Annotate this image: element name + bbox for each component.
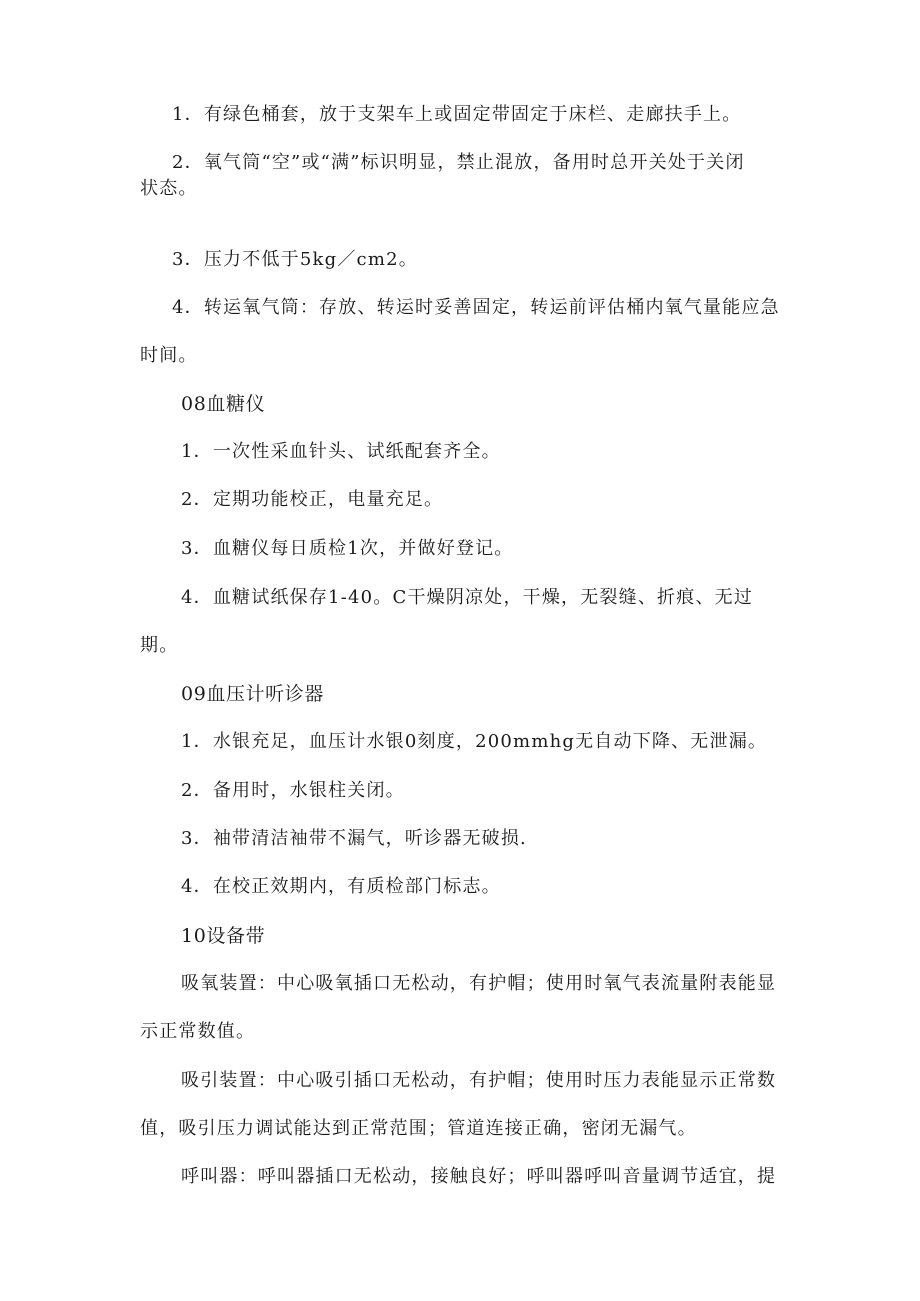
equipment-belt-call-device: 呼叫器：呼叫器插口无松动，接触良好；呼叫器呼叫音量调节适宜，提 — [181, 1166, 777, 1187]
equipment-belt-suction-device: 吸引装置：中心吸引插口无松动，有护帽；使用时压力表能显示正常数 — [181, 1070, 777, 1091]
section-heading-glucometer: 08血糖仪 — [181, 393, 266, 415]
glucometer-item-2: 2．定期功能校正，电量充足。 — [181, 489, 444, 510]
glucometer-item-3: 3．血糖仪每日质检1次，并做好登记。 — [181, 538, 514, 559]
equipment-belt-suction-device-continued: 值，吸引压力调试能达到正常范围；管道连接正确，密闭无漏气。 — [140, 1118, 697, 1139]
sphygmomanometer-item-2: 2．备用时，水银柱关闭。 — [181, 780, 405, 801]
oxygen-item-4-continued: 时间。 — [140, 345, 198, 366]
sphygmomanometer-item-4: 4．在校正效期内，有质检部门标志。 — [181, 876, 501, 897]
equipment-belt-oxygen-device-continued: 示正常数值。 — [140, 1021, 256, 1042]
oxygen-item-1: 1．有绿色桶套，放于支架车上或固定带固定于床栏、走廊扶手上。 — [172, 104, 742, 125]
section-heading-equipment-belt: 10设备带 — [181, 925, 266, 947]
oxygen-item-4: 4．转运氧气筒：存放、转运时妥善固定，转运前评估桶内氧气量能应急 — [172, 297, 780, 318]
equipment-belt-oxygen-device: 吸氧装置：中心吸氧插口无松动，有护帽；使用时氧气表流量附表能显 — [181, 973, 777, 994]
oxygen-item-2-continued: 状态。 — [140, 178, 198, 199]
sphygmomanometer-item-3: 3．袖带清洁袖带不漏气，听诊器无破损. — [181, 828, 527, 849]
glucometer-item-4-continued: 期。 — [140, 635, 179, 656]
section-heading-sphygmomanometer: 09血压计听诊器 — [181, 683, 324, 705]
oxygen-item-2: 2．氧气筒“空”或“满”标识明显，禁止混放，备用时总开关处于关闭 — [172, 152, 745, 173]
glucometer-item-4: 4．血糖试纸保存1-40。C干燥阴凉处，干燥，无裂缝、折痕、无过 — [181, 587, 754, 608]
sphygmomanometer-item-1: 1．水银充足，血压计水银0刻度，200mmhg无自动下降、无泄漏。 — [181, 731, 768, 752]
glucometer-item-1: 1．一次性采血针头、试纸配套齐全。 — [181, 441, 501, 462]
oxygen-item-3: 3．压力不低于5kg／cm2。 — [172, 249, 418, 270]
